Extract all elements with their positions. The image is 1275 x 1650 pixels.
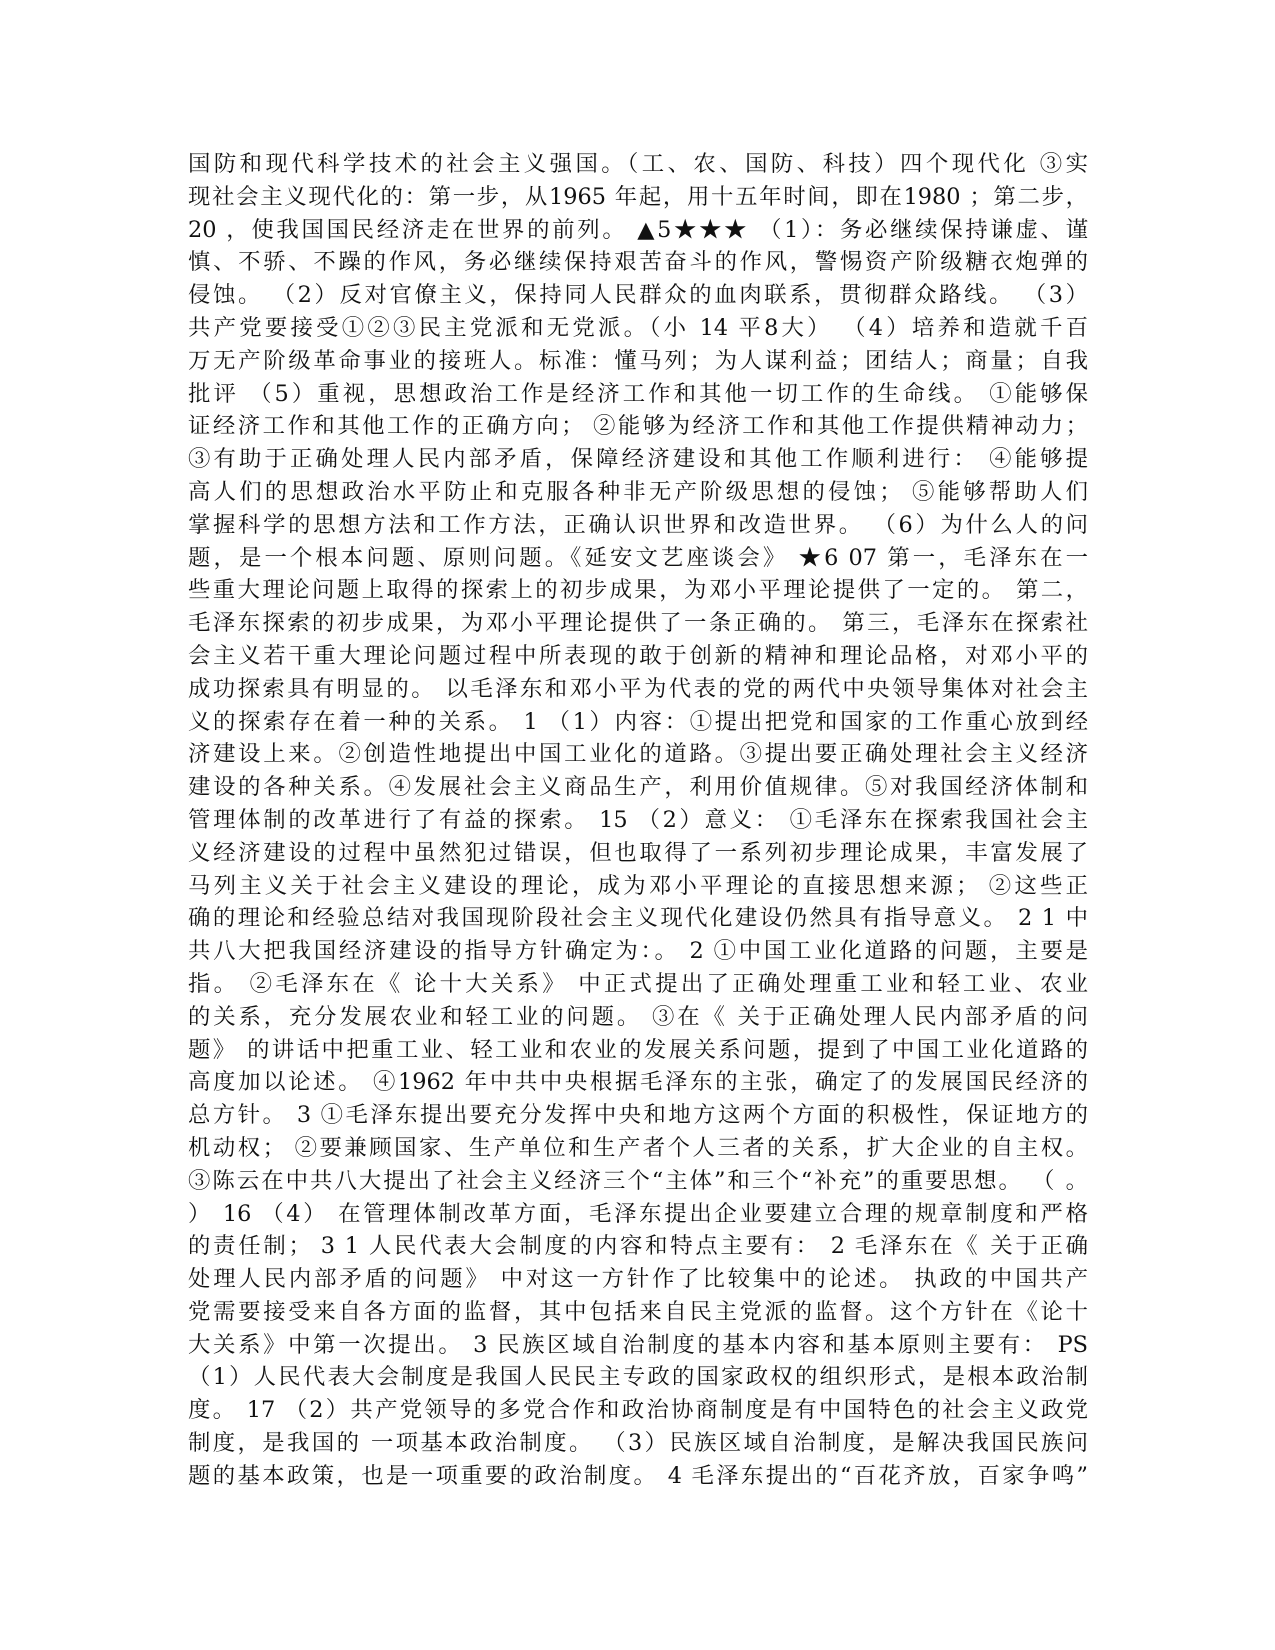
text-line: 掌握科学的思想方法和工作方法，正确认识世界和改造世界。 （6）为什么人的问 bbox=[188, 511, 1088, 538]
text-line: 共八大把我国经济建设的指导方针确定为：。 2 ①中国工业化道路的问题，主要是 bbox=[188, 938, 1088, 965]
text-line: 题的基本政策，也是一项重要的政治制度。 4 毛泽东提出的“百花齐放，百家争鸣” bbox=[188, 1462, 1088, 1489]
text-line: 总方针。 3 ①毛泽东提出要充分发挥中央和地方这两个方面的积极性，保证地方的 bbox=[188, 1102, 1088, 1129]
text-line: 管理体制的改革进行了有益的探索。 15 （2）意义： ①毛泽东在探索我国社会主 bbox=[188, 806, 1088, 833]
text-line: 济建设上来。②创造性地提出中国工业化的道路。③提出要正确处理社会主义经济 bbox=[188, 741, 1088, 768]
text-line: 会主义若干重大理论问题过程中所表现的敢于创新的精神和理论品格，对邓小平的 bbox=[188, 642, 1088, 669]
text-line: ③有助于正确处理人民内部矛盾，保障经济建设和其他工作顺利进行： ④能够提 bbox=[188, 446, 1088, 473]
text-line: （1）人民代表大会制度是我国人民民主专政的国家政权的组织形式，是根本政治制 bbox=[188, 1364, 1088, 1391]
text-line: 批评 （5）重视，思想政治工作是经济工作和其他一切工作的生命线。 ①能够保 bbox=[188, 380, 1088, 407]
text-line: 高度加以论述。 ④1962 年中共中央根据毛泽东的主张，确定了的发展国民经济的 bbox=[188, 1069, 1088, 1096]
text-line: 处理人民内部矛盾的问题》 中对这一方针作了比较集中的论述。 执政的中国共产 bbox=[188, 1266, 1088, 1293]
text-line: 题，是一个根本问题、原则问题。《延安文艺座谈会》 ★6 07 第一，毛泽东在一 bbox=[188, 544, 1088, 571]
body-text bbox=[188, 148, 1088, 1493]
text-line: 慎、不骄、不躁的作风，务必继续保持艰苦奋斗的作风，警惕资产阶级糖衣炮弹的 bbox=[188, 249, 1088, 276]
text-line: 确的理论和经验总结对我国现阶段社会主义现代化建设仍然具有指导意义。 2 1 中 bbox=[188, 905, 1088, 932]
text-line: 的关系，充分发展农业和轻工业的问题。 ③在《 关于正确处理人民内部矛盾的问 bbox=[188, 1003, 1088, 1030]
text-line: 共产党要接受①②③民主党派和无党派。（小 14 平8大） （4）培养和造就千百 bbox=[188, 314, 1088, 341]
text-line: 指。 ②毛泽东在《 论十大关系》 中正式提出了正确处理重工业和轻工业、农业 bbox=[188, 970, 1088, 997]
text-line: 大关系》中第一次提出。 3 民族区域自治制度的基本内容和基本原则主要有： PS bbox=[188, 1331, 1088, 1358]
text-line: 毛泽东探索的初步成果，为邓小平理论提供了一条正确的。 第三，毛泽东在探索社 bbox=[188, 610, 1088, 637]
text-line: 的责任制； 3 1 人民代表大会制度的内容和特点主要有： 2 毛泽东在《 关于正确 bbox=[188, 1233, 1088, 1260]
text-line: 题》 的讲话中把重工业、轻工业和农业的发展关系问题，提到了中国工业化道路的 bbox=[188, 1036, 1088, 1063]
text-line: 义经济建设的过程中虽然犯过错误，但也取得了一系列初步理论成果，丰富发展了 bbox=[188, 839, 1088, 866]
text-line: 高人们的思想政治水平防止和克服各种非无产阶级思想的侵蚀； ⑤能够帮助人们 bbox=[188, 478, 1088, 505]
text-line: 现社会主义现代化的：第一步，从1965 年起，用十五年时间，即在1980 ；第二步， bbox=[188, 183, 1088, 210]
text-line: 证经济工作和其他工作的正确方向； ②能够为经济工作和其他工作提供精神动力； bbox=[188, 413, 1088, 440]
text-line: 成功探索具有明显的。 以毛泽东和邓小平为代表的党的两代中央领导集体对社会主 bbox=[188, 675, 1088, 702]
text-line: 党需要接受来自各方面的监督，其中包括来自民主党派的监督。这个方针在《论十 bbox=[188, 1298, 1088, 1325]
text-line: 机动权； ②要兼顾国家、生产单位和生产者个人三者的关系，扩大企业的自主权。 bbox=[188, 1134, 1088, 1161]
text-line: 马列主义关于社会主义建设的理论，成为邓小平理论的直接思想来源； ②这些正 bbox=[188, 872, 1088, 899]
text-line: 建设的各种关系。④发展社会主义商品生产，利用价值规律。⑤对我国经济体制和 bbox=[188, 774, 1088, 801]
text-line: 些重大理论问题上取得的探索上的初步成果，为邓小平理论提供了一定的。 第二， bbox=[188, 577, 1088, 604]
text-line: 20 ，使我国国民经济走在世界的前列。 ▲5★★★ （1）：务必继续保持谦虚、谨 bbox=[188, 216, 1088, 243]
text-line: ） 16 （4） 在管理体制改革方面，毛泽东提出企业要建立合理的规章制度和严格 bbox=[188, 1200, 1088, 1227]
text-line: 万无产阶级革命事业的接班人。标准：懂马列；为人谋利益；团结人；商量；自我 bbox=[188, 347, 1088, 374]
text-line: 度。 17 （2）共产党领导的多党合作和政治协商制度是有中国特色的社会主义政党 bbox=[188, 1397, 1088, 1424]
text-line: 义的探索存在着一种的关系。 1 （1）内容：①提出把党和国家的工作重心放到经 bbox=[188, 708, 1088, 735]
text-line: 制度，是我国的 一项基本政治制度。 （3）民族区域自治制度，是解决我国民族问 bbox=[188, 1430, 1088, 1457]
text-line: 侵蚀。 （2）反对官僚主义，保持同人民群众的血肉联系，贯彻群众路线。 （3） bbox=[188, 282, 1088, 309]
text-line: ③陈云在中共八大提出了社会主义经济三个“主体”和三个“补充”的重要思想。 （ 。 bbox=[188, 1167, 1088, 1194]
text-line: 国防和现代科学技术的社会主义强国。（工、农、国防、科技）四个现代化 ③实 bbox=[188, 151, 1088, 177]
